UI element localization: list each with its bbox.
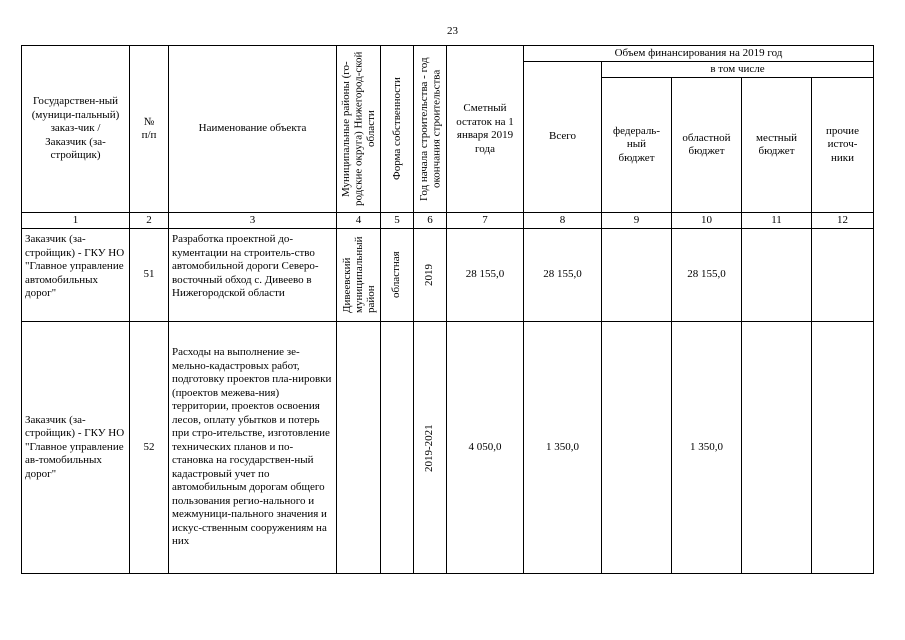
column-number: 4: [337, 213, 381, 229]
header-including: в том числе: [602, 62, 874, 78]
row-total: 1 350,0: [524, 322, 602, 574]
row-years: 2019: [414, 229, 447, 322]
column-number: 8: [524, 213, 602, 229]
header-object-name: Наименование объекта: [169, 46, 337, 213]
row-regional: 1 350,0: [672, 322, 742, 574]
row-object-name: Разработка проектной до-кументации на строитель-ство автомобильной дороги Северо-восточный обход с. Дивеево в Нижегородской области: [169, 229, 337, 322]
column-number: 1: [22, 213, 130, 229]
header-financing: Объем финансирования на 2019 год: [524, 46, 874, 62]
row-ownership: областная: [381, 229, 414, 322]
column-number: 3: [169, 213, 337, 229]
row-number: 52: [130, 322, 169, 574]
table-row: [22, 322, 874, 574]
header-estimate-balance: Сметный остаток на 1 января 2019 года: [447, 46, 524, 213]
row-federal: [602, 322, 672, 574]
column-number: 12: [812, 213, 874, 229]
header-total: Всего: [524, 62, 602, 213]
header-other: прочие источ-ники: [812, 78, 874, 213]
row-regional: 28 155,0: [672, 229, 742, 322]
row-total: 28 155,0: [524, 229, 602, 322]
column-number-row: [22, 213, 874, 229]
row-other: [812, 322, 874, 574]
header-number: № п/п: [130, 46, 169, 213]
column-number: 7: [447, 213, 524, 229]
row-estimate-balance: 4 050,0: [447, 322, 524, 574]
row-ownership: [381, 322, 414, 574]
column-number: 2: [130, 213, 169, 229]
row-object-name: Расходы на выполнение зе-мельно-кадастровых работ, подготовку проектов пла-нировки (проектов межева-ния) территории, проектов освоения лесов, оплату убытков и потерь при стро-ительстве, изготовление технических планов и по-становка на государствен-ный кадастровый учет по автомобильным дорогам общего пользования регио-нального и межмуници-пального значения и искус-ственным сооружениям на них: [169, 322, 337, 574]
column-number: 6: [414, 213, 447, 229]
column-number: 9: [602, 213, 672, 229]
row-years: 2019-2021: [414, 322, 447, 574]
column-number: 5: [381, 213, 414, 229]
row-district: Дивеевский муниципальный район: [337, 229, 381, 322]
financing-table: [21, 45, 874, 574]
header-ownership: Форма собственности: [381, 46, 414, 213]
header-district: Муниципальные районы (го-родские округа) Нижегород-ской области: [337, 46, 381, 213]
table-row: [22, 229, 874, 322]
row-district: [337, 322, 381, 574]
header-years: Год начала строительства - год окончания строительства: [414, 46, 447, 213]
row-local: [742, 229, 812, 322]
row-other: [812, 229, 874, 322]
row-federal: [602, 229, 672, 322]
header-local: местный бюджет: [742, 78, 812, 213]
row-number: 51: [130, 229, 169, 322]
row-estimate-balance: 28 155,0: [447, 229, 524, 322]
header-federal: федераль-ный бюджет: [602, 78, 672, 213]
header-regional: областной бюджет: [672, 78, 742, 213]
row-local: [742, 322, 812, 574]
row-customer: Заказчик (за-стройщик) - ГКУ НО "Главное управление автомобильных дорог": [22, 229, 130, 322]
page-number: 23: [447, 25, 458, 37]
header-customer: Государствен-ный (муници-пальный) заказ-чик / Заказчик (за-стройщик): [22, 46, 130, 213]
row-customer: Заказчик (за-стройщик) - ГКУ НО "Главное управление ав-томобильных дорог": [22, 322, 130, 574]
column-number: 11: [742, 213, 812, 229]
column-number: 10: [672, 213, 742, 229]
